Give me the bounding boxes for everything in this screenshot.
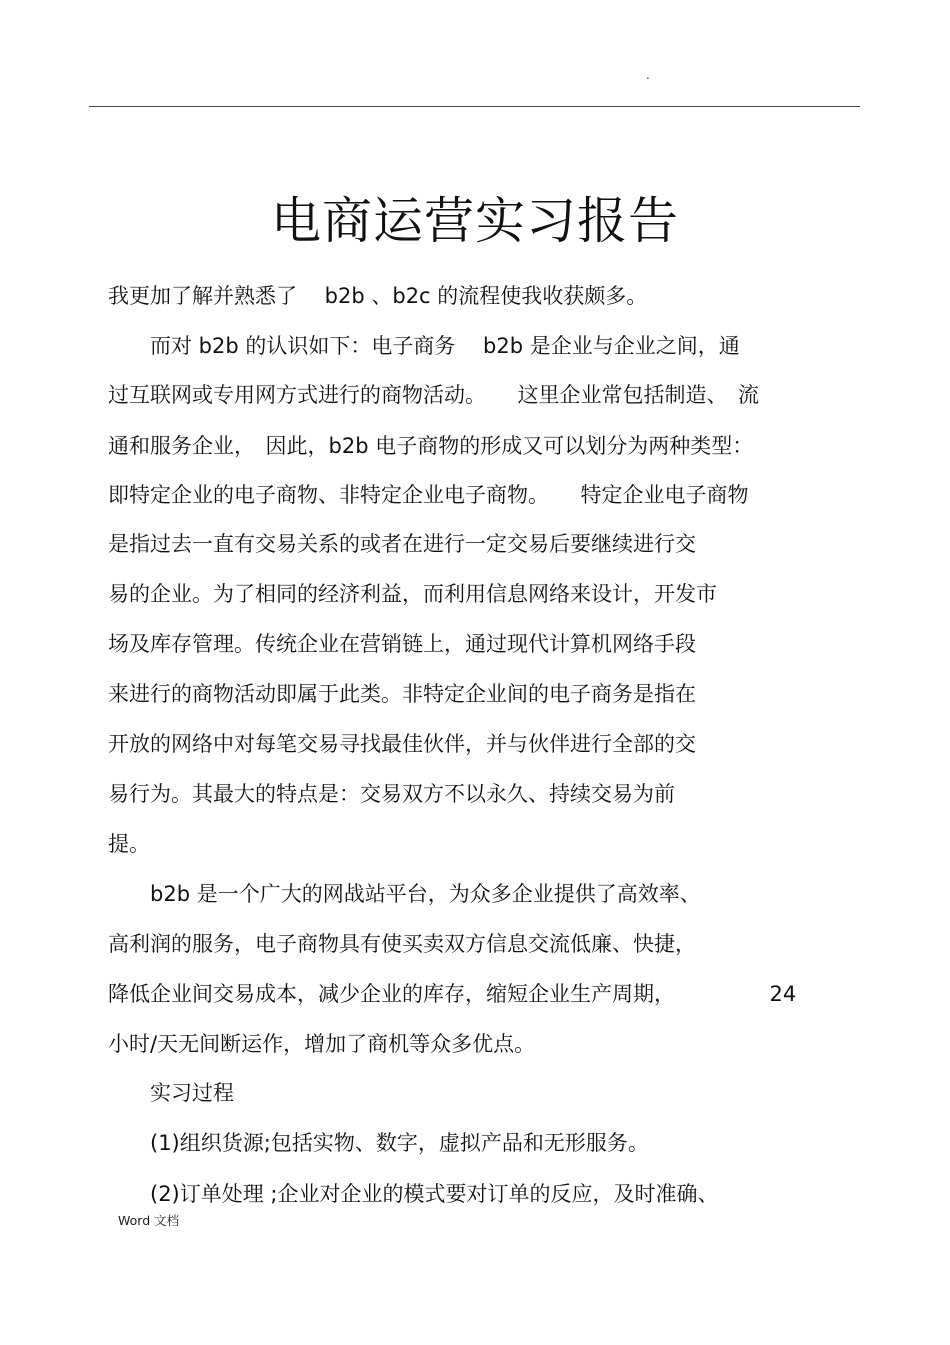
body-line: (1)组织货源;包括实物、数字，虚拟产品和无形服务。 [108,1131,649,1155]
body-line: (2)订单处理 ;企业对企业的模式要对订单的反应，及时准确、 [108,1182,719,1206]
body-line: 过互联网或专用网方式进行的商物活动。 这里企业常包括制造、 流 [108,383,759,407]
header-rule [89,106,860,107]
body-line: 降低企业间交易成本，减少企业的库存，缩短企业生产周期， 24 [108,982,797,1006]
body-line: 开放的网络中对每笔交易寻找最佳伙伴，并与伙伴进行全部的交 [108,732,696,756]
section-heading: 实习过程 [108,1081,234,1105]
body-line: 而对 b2b 的认识如下：电子商务 b2b 是企业与企业之间，通 [108,334,740,358]
body-line: 场及库存管理。传统企业在营销链上，通过现代计算机网络手段 [108,632,696,656]
body-line: 易行为。其最大的特点是：交易双方不以永久、持续交易为前 [108,782,675,806]
body-line: 小时/天无间断运作，增加了商机等众多优点。 [108,1032,536,1056]
document-title: 电商运营实习报告 [271,191,679,250]
body-line: 提。 [108,832,150,856]
body-line: 高利润的服务，电子商物具有使买卖双方信息交流低廉、快捷， [108,932,696,956]
body-line: 来进行的商物活动即属于此类。非特定企业间的电子商务是指在 [108,682,696,706]
body-line: 易的企业。为了相同的经济利益，而利用信息网络来设计，开发市 [108,582,717,606]
footer-label: Word 文档 [118,1213,180,1228]
body-line: 我更加了解并熟悉了 b2b 、b2c 的流程使我收获颇多。 [108,284,648,308]
body-line: b2b 是一个广大的网战站平台，为众多企业提供了高效率、 [108,882,701,906]
body-line: 即特定企业的电子商物、非特定企业电子商物。 特定企业电子商物 [108,483,749,507]
body-line: 是指过去一直有交易关系的或者在进行一定交易后要继续进行交 [108,532,696,556]
body-line: 通和服务企业， 因此，b2b 电子商物的形成又可以划分为两种类型： [108,434,754,458]
header-dot: . [646,68,650,82]
